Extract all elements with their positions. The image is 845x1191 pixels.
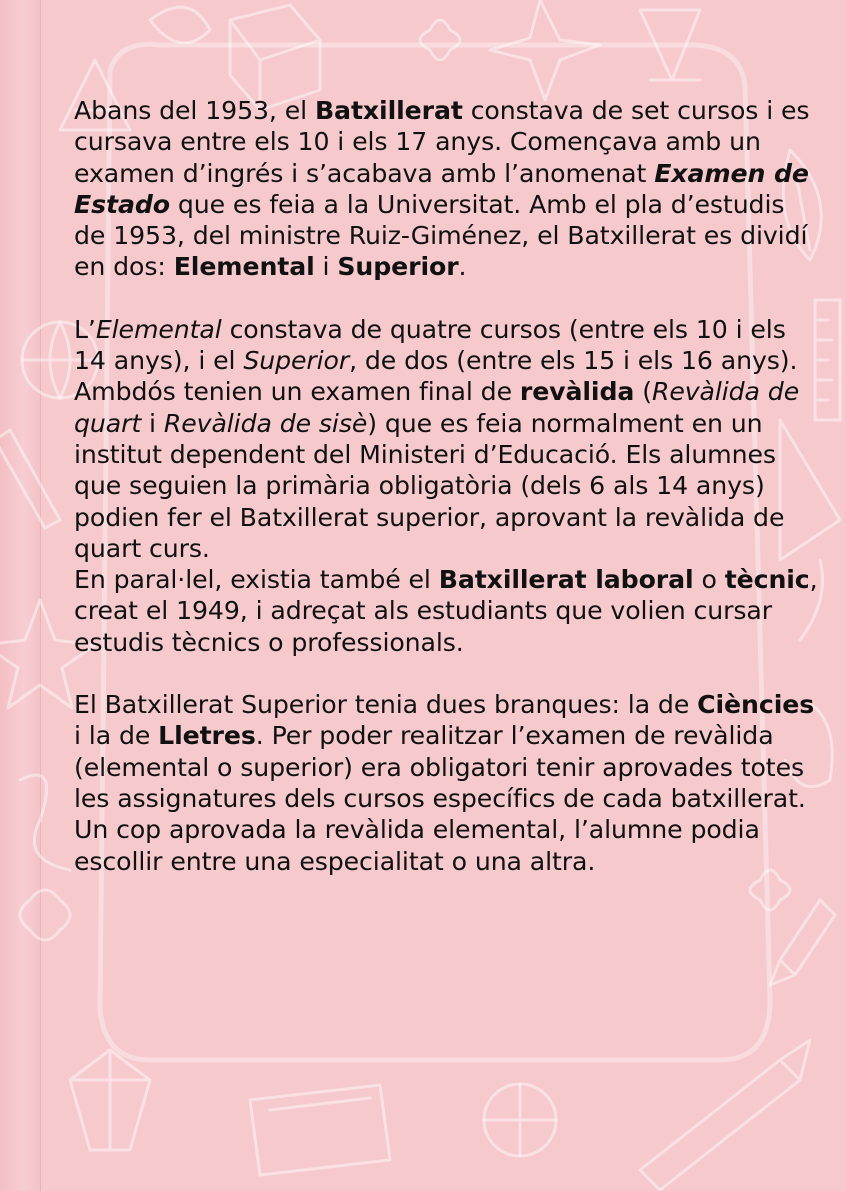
term-batxillerat: Batxillerat bbox=[314, 96, 463, 125]
term-superior: Superior bbox=[337, 252, 459, 282]
term-tecnic: tècnic bbox=[724, 565, 810, 595]
paragraph-spacer bbox=[74, 658, 819, 689]
document-body bbox=[74, 95, 819, 877]
paragraph-spacer bbox=[74, 283, 819, 314]
term-lletres: Lletres bbox=[158, 721, 256, 751]
text-run: constava de set cursos i es cursava entre els 10 i els 17 anys. Començava amb un examen d’ingrés i s’acabava amb l’anomenat bbox=[74, 96, 810, 188]
term-ciencies: Ciències bbox=[697, 690, 815, 720]
text-run: , creat el 1949, i adreçat als estudiants que volien cursar estudis tècnics o professionals. bbox=[74, 565, 818, 657]
term-revalida-de-sise: Revàlida de sisè bbox=[163, 408, 368, 438]
text-run: ) que es feia normalment en un institut dependent del Ministeri d’Educació. Els alumnes que seguien la primària obligatòria (dels 6 als 14 anys) podien fer el Batxillerat superior, aprovant la revàlida de quart curs. bbox=[74, 408, 785, 563]
paragraph-elemental-superior bbox=[74, 314, 819, 564]
text-run: i bbox=[141, 408, 164, 438]
term-revalida: revàlida bbox=[519, 377, 635, 407]
text-run: constava de quatre cursos (entre els 10 i els 14 anys), i el bbox=[74, 314, 786, 376]
term-superior-italic: Superior bbox=[243, 346, 350, 376]
term-elemental: Elemental bbox=[173, 252, 315, 282]
paragraph-history bbox=[74, 95, 819, 283]
text-run: En paral·lel, existia també el bbox=[74, 565, 439, 595]
paragraph-branques bbox=[74, 689, 819, 877]
term-elemental-italic: Elemental bbox=[95, 314, 222, 344]
text-run: ( bbox=[634, 377, 652, 407]
text-run: . bbox=[458, 252, 467, 282]
text-run: , de dos (entre els 15 i els 16 anys). Ambdós tenien un examen final de bbox=[74, 346, 798, 407]
text-run: o bbox=[693, 565, 725, 595]
text-run: i bbox=[314, 252, 338, 282]
text-run: . Per poder realitzar l’examen de revàlida (elemental o superior) era obligatori tenir aprovades totes les assignatures dels cursos específics de cada batxillerat. Un cop aprovada la revàlida elemental, l’alumne podia escollir entre una especialitat o una altra. bbox=[74, 721, 806, 876]
term-batxillerat-laboral: Batxillerat laboral bbox=[438, 565, 694, 595]
term-examen-de-estado: Examen de Estado bbox=[74, 158, 809, 219]
paragraph-laboral bbox=[74, 564, 819, 658]
text-run: que es feia a la Universitat. Amb el pla d’estudis de 1953, del ministre Ruiz-Giménez, el Batxillerat es dividí en dos: bbox=[74, 189, 808, 282]
text-run: L’ bbox=[74, 314, 96, 344]
term-revalida-de-quart: Revàlida de quart bbox=[74, 377, 800, 438]
text-run: Abans del 1953, el bbox=[74, 96, 315, 125]
text-run: El Batxillerat Superior tenia dues branques: la de bbox=[74, 690, 698, 720]
text-run: i la de bbox=[74, 721, 159, 751]
